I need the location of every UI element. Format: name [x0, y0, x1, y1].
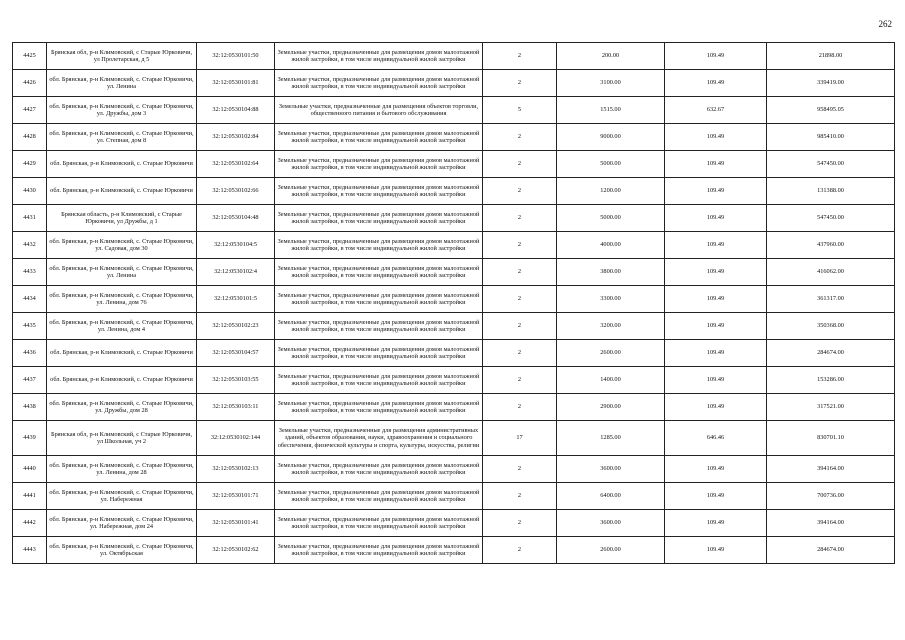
cadastral-value-cell: 547450.00 — [767, 151, 895, 178]
area-cell: 2900.00 — [557, 394, 665, 421]
address-cell: обл. Брянская, р-н Климовский, с. Старые Юрковичи, ул. Набережная — [47, 483, 197, 510]
address-cell: обл. Брянская, р-н Климовский, с. Старые Юрковичи — [47, 178, 197, 205]
page-number: 262 — [878, 19, 892, 29]
table-row — [13, 124, 895, 151]
land-use-cell: Земельные участки, предназначенные для размещения домов малоэтажной жилой застройки, в том числе индивидуальной жилой застройки — [275, 124, 483, 151]
table-row — [13, 537, 895, 564]
area-cell: 1400.00 — [557, 367, 665, 394]
table-row — [13, 340, 895, 367]
cadastral-value-cell: 547450.00 — [767, 205, 895, 232]
cadastral-value-cell: 21898.00 — [767, 43, 895, 70]
cadastral-number-cell: 32:12:0530101:71 — [197, 483, 275, 510]
land-use-cell: Земельные участки, предназначенные для размещения домов малоэтажной жилой застройки, в том числе индивидуальной жилой застройки — [275, 537, 483, 564]
address-cell: обл. Брянская, р-н Климовский, с. Старые Юрковичи, ул. Садовая, дом 30 — [47, 232, 197, 259]
row-number-cell: 4439 — [13, 421, 47, 456]
area-cell: 5000.00 — [557, 205, 665, 232]
use-group-cell: 5 — [483, 97, 557, 124]
row-number-cell: 4436 — [13, 340, 47, 367]
use-group-cell: 2 — [483, 151, 557, 178]
area-cell: 3600.00 — [557, 456, 665, 483]
specific-value-cell: 109.49 — [665, 286, 767, 313]
cadastral-value-cell: 437960.00 — [767, 232, 895, 259]
address-cell: обл. Брянская, р-н Климовский, с. Старые Юрковичи, ул. Ленина, дом 28 — [47, 456, 197, 483]
use-group-cell: 2 — [483, 394, 557, 421]
address-cell: обл. Брянская, р-н Климовский, с. Старые Юрковичи, ул. Дружбы, дом 28 — [47, 394, 197, 421]
area-cell: 3600.00 — [557, 510, 665, 537]
cadastral-value-cell: 958495.05 — [767, 97, 895, 124]
specific-value-cell: 632.67 — [665, 97, 767, 124]
row-number-cell: 4435 — [13, 313, 47, 340]
specific-value-cell: 109.49 — [665, 232, 767, 259]
specific-value-cell: 109.49 — [665, 510, 767, 537]
cadastral-value-cell: 700736.00 — [767, 483, 895, 510]
area-cell: 5000.00 — [557, 151, 665, 178]
address-cell: Брянская обл, р-н Климовский, с Старые Юрковичи, ул Пролетарская, д 5 — [47, 43, 197, 70]
cadastral-number-cell: 32:12:0530101:81 — [197, 70, 275, 97]
area-cell: 1515.00 — [557, 97, 665, 124]
cadastral-value-table — [12, 42, 895, 564]
land-use-cell: Земельные участки, предназначенные для размещения домов малоэтажной жилой застройки, в том числе индивидуальной жилой застройки — [275, 394, 483, 421]
land-use-cell: Земельные участки, предназначенные для размещения домов малоэтажной жилой застройки, в том числе индивидуальной жилой застройки — [275, 178, 483, 205]
area-cell: 3100.00 — [557, 70, 665, 97]
cadastral-number-cell: 32:12:0530103:55 — [197, 367, 275, 394]
row-number-cell: 4441 — [13, 483, 47, 510]
specific-value-cell: 646.46 — [665, 421, 767, 456]
use-group-cell: 17 — [483, 421, 557, 456]
table-row — [13, 151, 895, 178]
table-row — [13, 70, 895, 97]
specific-value-cell: 109.49 — [665, 537, 767, 564]
table-row — [13, 205, 895, 232]
address-cell: обл. Брянская, р-н Климовский, с. Старые Юрковичи, ул. Октябрьская — [47, 537, 197, 564]
row-number-cell: 4430 — [13, 178, 47, 205]
area-cell: 3200.00 — [557, 313, 665, 340]
table-body — [13, 43, 895, 564]
cadastral-value-cell: 153286.00 — [767, 367, 895, 394]
specific-value-cell: 109.49 — [665, 124, 767, 151]
land-use-cell: Земельные участки, предназначенные для размещения домов малоэтажной жилой застройки, в том числе индивидуальной жилой застройки — [275, 43, 483, 70]
land-use-cell: Земельные участки, предназначенные для размещения домов малоэтажной жилой застройки, в том числе индивидуальной жилой застройки — [275, 232, 483, 259]
specific-value-cell: 109.49 — [665, 259, 767, 286]
use-group-cell: 2 — [483, 178, 557, 205]
cadastral-value-cell: 131388.00 — [767, 178, 895, 205]
specific-value-cell: 109.49 — [665, 367, 767, 394]
cadastral-number-cell: 32:12:0530102:4 — [197, 259, 275, 286]
cadastral-number-cell: 32:12:0530101:5 — [197, 286, 275, 313]
area-cell: 3800.00 — [557, 259, 665, 286]
use-group-cell: 2 — [483, 70, 557, 97]
table-row — [13, 483, 895, 510]
row-number-cell: 4429 — [13, 151, 47, 178]
land-use-cell: Земельные участки, предназначенные для размещения домов малоэтажной жилой застройки, в том числе индивидуальной жилой застройки — [275, 205, 483, 232]
table-row — [13, 232, 895, 259]
cadastral-value-cell: 361317.00 — [767, 286, 895, 313]
address-cell: обл. Брянская, р-н Климовский, с. Старые Юрковичи, ул. Ленина, дом 4 — [47, 313, 197, 340]
area-cell: 6400.00 — [557, 483, 665, 510]
use-group-cell: 2 — [483, 286, 557, 313]
area-cell: 2600.00 — [557, 537, 665, 564]
use-group-cell: 2 — [483, 124, 557, 151]
area-cell: 1285.00 — [557, 421, 665, 456]
row-number-cell: 4433 — [13, 259, 47, 286]
cadastral-number-cell: 32:12:0530102:84 — [197, 124, 275, 151]
use-group-cell: 2 — [483, 43, 557, 70]
cadastral-value-cell: 350368.00 — [767, 313, 895, 340]
area-cell: 4000.00 — [557, 232, 665, 259]
use-group-cell: 2 — [483, 205, 557, 232]
area-cell: 200.00 — [557, 43, 665, 70]
area-cell: 2600.00 — [557, 340, 665, 367]
use-group-cell: 2 — [483, 510, 557, 537]
specific-value-cell: 109.49 — [665, 483, 767, 510]
table-row — [13, 259, 895, 286]
cadastral-number-cell: 32:12:0530102:23 — [197, 313, 275, 340]
cadastral-value-cell: 394164.00 — [767, 456, 895, 483]
address-cell: Брянская область, р-н Климовский, с Старые Юрковичи, ул Дружбы, д 1 — [47, 205, 197, 232]
use-group-cell: 2 — [483, 232, 557, 259]
land-use-cell: Земельные участки, предназначенные для размещения домов малоэтажной жилой застройки, в том числе индивидуальной жилой застройки — [275, 456, 483, 483]
cadastral-value-cell: 416062.00 — [767, 259, 895, 286]
row-number-cell: 4431 — [13, 205, 47, 232]
cadastral-number-cell: 32:12:0530102:66 — [197, 178, 275, 205]
address-cell: обл. Брянская, р-н Климовский, с. Старые Юрковичи, ул. Дружбы, дом 3 — [47, 97, 197, 124]
cadastral-number-cell: 32:12:0530101:41 — [197, 510, 275, 537]
cadastral-value-cell: 284674.00 — [767, 537, 895, 564]
cadastral-number-cell: 32:12:0530101:50 — [197, 43, 275, 70]
area-cell: 3300.00 — [557, 286, 665, 313]
use-group-cell: 2 — [483, 537, 557, 564]
cadastral-number-cell: 32:12:0530104:5 — [197, 232, 275, 259]
specific-value-cell: 109.49 — [665, 456, 767, 483]
land-use-cell: Земельные участки, предназначенные для размещения домов малоэтажной жилой застройки, в том числе индивидуальной жилой застройки — [275, 367, 483, 394]
cadastral-value-cell: 985410.00 — [767, 124, 895, 151]
address-cell: обл. Брянская, р-н Климовский, с. Старые Юрковичи — [47, 367, 197, 394]
table-row — [13, 97, 895, 124]
table-row — [13, 286, 895, 313]
specific-value-cell: 109.49 — [665, 151, 767, 178]
land-use-cell: Земельные участки, предназначенные для размещения домов малоэтажной жилой застройки, в том числе индивидуальной жилой застройки — [275, 313, 483, 340]
cadastral-value-cell: 284674.00 — [767, 340, 895, 367]
table-row — [13, 367, 895, 394]
land-use-cell: Земельные участки, предназначенные для размещения домов малоэтажной жилой застройки, в том числе индивидуальной жилой застройки — [275, 286, 483, 313]
table-row — [13, 510, 895, 537]
cadastral-number-cell: 32:12:0530102:62 — [197, 537, 275, 564]
use-group-cell: 2 — [483, 340, 557, 367]
use-group-cell: 2 — [483, 313, 557, 340]
table-row — [13, 178, 895, 205]
row-number-cell: 4442 — [13, 510, 47, 537]
table-row — [13, 43, 895, 70]
use-group-cell: 2 — [483, 259, 557, 286]
land-use-cell: Земельные участки, предназначенные для размещения домов малоэтажной жилой застройки, в том числе индивидуальной жилой застройки — [275, 70, 483, 97]
specific-value-cell: 109.49 — [665, 178, 767, 205]
specific-value-cell: 109.49 — [665, 340, 767, 367]
cadastral-value-cell: 394164.00 — [767, 510, 895, 537]
specific-value-cell: 109.49 — [665, 43, 767, 70]
cadastral-value-cell: 830701.10 — [767, 421, 895, 456]
address-cell: обл. Брянская, р-н Климовский, с. Старые Юрковичи, ул. Ленина — [47, 259, 197, 286]
table-row — [13, 456, 895, 483]
address-cell: обл. Брянская, р-н Климовский, с. Старые Юрковичи, ул. Ленина — [47, 70, 197, 97]
table-row — [13, 394, 895, 421]
address-cell: обл. Брянская, р-н Климовский, с. Старые Юрковичи, ул. Набережная, дом 24 — [47, 510, 197, 537]
row-number-cell: 4434 — [13, 286, 47, 313]
land-use-cell: Земельные участки, предназначенные для размещения домов малоэтажной жилой застройки, в том числе индивидуальной жилой застройки — [275, 340, 483, 367]
row-number-cell: 4437 — [13, 367, 47, 394]
row-number-cell: 4428 — [13, 124, 47, 151]
specific-value-cell: 109.49 — [665, 70, 767, 97]
land-use-cell: Земельные участки, предназначенные для размещения домов малоэтажной жилой застройки, в том числе индивидуальной жилой застройки — [275, 483, 483, 510]
table-row — [13, 313, 895, 340]
address-cell: Брянская обл, р-н Климовский, с Старые Юрковичи, ул Школьная, уч 2 — [47, 421, 197, 456]
cadastral-number-cell: 32:12:0530104:48 — [197, 205, 275, 232]
table-row — [13, 421, 895, 456]
row-number-cell: 4438 — [13, 394, 47, 421]
cadastral-number-cell: 32:12:0530102:13 — [197, 456, 275, 483]
area-cell: 9000.00 — [557, 124, 665, 151]
row-number-cell: 4443 — [13, 537, 47, 564]
address-cell: обл. Брянская, р-н Климовский, с. Старые Юрковичи — [47, 151, 197, 178]
use-group-cell: 2 — [483, 367, 557, 394]
address-cell: обл. Брянская, р-н Климовский, с. Старые Юрковичи, ул. Ленина, дом 76 — [47, 286, 197, 313]
land-use-cell: Земельные участки, предназначенные для размещения административных зданий, объектов образования, науки, здравоохранения и социального обеспечения, физической культуры и спорта, культуры, искусства, религии — [275, 421, 483, 456]
address-cell: обл. Брянская, р-н Климовский, с. Старые Юрковичи — [47, 340, 197, 367]
cadastral-number-cell: 32:12:0530104:57 — [197, 340, 275, 367]
specific-value-cell: 109.49 — [665, 394, 767, 421]
address-cell: обл. Брянская, р-н Климовский, с. Старые Юрковичи, ул. Степная, дом 8 — [47, 124, 197, 151]
row-number-cell: 4432 — [13, 232, 47, 259]
land-use-cell: Земельные участки, предназначенные для размещения объектов торговли, общественного питания и бытового обслуживания — [275, 97, 483, 124]
cadastral-value-cell: 317521.00 — [767, 394, 895, 421]
specific-value-cell: 109.49 — [665, 205, 767, 232]
cadastral-number-cell: 32:12:0530102:64 — [197, 151, 275, 178]
cadastral-value-cell: 339419.00 — [767, 70, 895, 97]
land-use-cell: Земельные участки, предназначенные для размещения домов малоэтажной жилой застройки, в том числе индивидуальной жилой застройки — [275, 151, 483, 178]
cadastral-number-cell: 32:12:0530104:88 — [197, 97, 275, 124]
row-number-cell: 4426 — [13, 70, 47, 97]
cadastral-number-cell: 32:12:0530102:144 — [197, 421, 275, 456]
use-group-cell: 2 — [483, 483, 557, 510]
land-use-cell: Земельные участки, предназначенные для размещения домов малоэтажной жилой застройки, в том числе индивидуальной жилой застройки — [275, 510, 483, 537]
area-cell: 1200.00 — [557, 178, 665, 205]
specific-value-cell: 109.49 — [665, 313, 767, 340]
row-number-cell: 4427 — [13, 97, 47, 124]
cadastral-number-cell: 32:12:0530103:11 — [197, 394, 275, 421]
row-number-cell: 4425 — [13, 43, 47, 70]
land-use-cell: Земельные участки, предназначенные для размещения домов малоэтажной жилой застройки, в том числе индивидуальной жилой застройки — [275, 259, 483, 286]
row-number-cell: 4440 — [13, 456, 47, 483]
use-group-cell: 2 — [483, 456, 557, 483]
